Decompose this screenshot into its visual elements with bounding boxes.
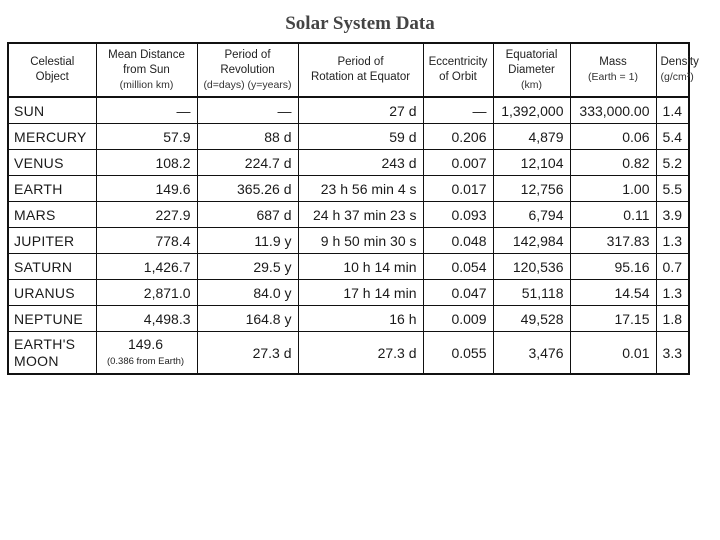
header-unit: (g/cm³) <box>660 71 694 83</box>
cell-rotation: 23 h 56 min 4 s <box>298 176 423 202</box>
cell-rotation: 27.3 d <box>298 332 423 375</box>
cell-mass: 14.54 <box>570 280 656 306</box>
cell-diameter: 12,756 <box>493 176 570 202</box>
header-line: Mean Distance <box>108 48 185 61</box>
moon-name-line: MOON <box>14 352 59 369</box>
cell-eccentricity: 0.206 <box>423 124 493 150</box>
cell-rotation: 59 d <box>298 124 423 150</box>
cell-name <box>8 332 96 375</box>
cell-distance: 2,871.0 <box>96 280 197 306</box>
moon-distance-value: 149.6 <box>127 335 164 352</box>
header-unit: (d=days) (y=years) <box>203 78 292 91</box>
cell-mass: 333,000.00 <box>570 97 656 124</box>
cell-name: MERCURY <box>8 124 96 150</box>
cell-distance: 149.6 <box>96 176 197 202</box>
table-row <box>8 280 689 306</box>
header-line: Equatorial <box>505 48 558 61</box>
cell-distance: 227.9 <box>96 202 197 228</box>
cell-rotation: 9 h 50 min 30 s <box>298 228 423 254</box>
cell-density: 5.2 <box>656 150 689 176</box>
cell-diameter: 1,392,000 <box>493 97 570 124</box>
cell-name: MARS <box>8 202 96 228</box>
solar-system-table <box>7 42 699 375</box>
cell-diameter: 51,118 <box>493 280 570 306</box>
cell-density: 3.9 <box>656 202 689 228</box>
table-row <box>8 306 689 332</box>
table-row <box>8 97 689 124</box>
cell-density: 1.8 <box>656 306 689 332</box>
cell-revolution: 29.5 y <box>197 254 298 280</box>
header-line: Celestial <box>30 56 75 68</box>
cell-density: 1.3 <box>656 228 689 254</box>
cell-eccentricity: 0.047 <box>423 280 493 306</box>
cell-distance: 108.2 <box>96 150 197 176</box>
cell-mass: 1.00 <box>570 176 656 202</box>
cell-revolution: 88 d <box>197 124 298 150</box>
cell-name: URANUS <box>8 280 96 306</box>
cell-distance <box>96 332 197 375</box>
cell-name: SATURN <box>8 254 96 280</box>
cell-density: 1.3 <box>656 280 689 306</box>
cell-diameter: 3,476 <box>493 332 570 375</box>
header-line: Eccentricity <box>428 56 488 68</box>
cell-revolution: 687 d <box>197 202 298 228</box>
header-mass <box>570 43 656 97</box>
cell-distance: 1,426.7 <box>96 254 197 280</box>
cell-revolution: 11.9 y <box>197 228 298 254</box>
cell-eccentricity: 0.054 <box>423 254 493 280</box>
header-eccentricity <box>423 43 493 97</box>
header-mean-distance <box>96 43 197 97</box>
cell-eccentricity: 0.093 <box>423 202 493 228</box>
cell-density: 5.5 <box>656 176 689 202</box>
cell-name: SUN <box>8 97 96 124</box>
cell-diameter: 142,984 <box>493 228 570 254</box>
cell-eccentricity: 0.017 <box>423 176 493 202</box>
cell-distance: 778.4 <box>96 228 197 254</box>
cell-revolution: 27.3 d <box>197 332 298 375</box>
cell-diameter: 120,536 <box>493 254 570 280</box>
table-row <box>8 202 689 228</box>
cell-revolution: 164.8 y <box>197 306 298 332</box>
cell-eccentricity: 0.009 <box>423 306 493 332</box>
cell-name: EARTH <box>8 176 96 202</box>
cell-density: 3.3 <box>656 332 689 375</box>
cell-distance: — <box>96 97 197 124</box>
cell-mass: 17.15 <box>570 306 656 332</box>
header-period-revolution <box>197 43 298 97</box>
cell-mass: 0.11 <box>570 202 656 228</box>
table-row <box>8 176 689 202</box>
cell-density: 5.4 <box>656 124 689 150</box>
cell-diameter: 12,104 <box>493 150 570 176</box>
table-body <box>8 97 689 374</box>
cell-distance: 57.9 <box>96 124 197 150</box>
moon-distance-note: (0.386 from Earth) <box>106 355 185 367</box>
header-line: Object <box>35 71 69 83</box>
cell-density: 0.7 <box>656 254 689 280</box>
cell-revolution: 224.7 d <box>197 150 298 176</box>
cell-name: NEPTUNE <box>8 306 96 332</box>
cell-rotation: 243 d <box>298 150 423 176</box>
cell-mass: 95.16 <box>570 254 656 280</box>
table-row <box>8 124 689 150</box>
header-line: from Sun <box>123 63 170 76</box>
header-period-rotation <box>298 43 423 97</box>
header-line: Rotation at Equator <box>310 71 411 83</box>
cell-rotation: 16 h <box>298 306 423 332</box>
table-row-moon <box>8 332 689 375</box>
cell-mass: 0.01 <box>570 332 656 375</box>
header-unit: (km) <box>521 78 542 91</box>
cell-eccentricity: 0.055 <box>423 332 493 375</box>
header-line: of Orbit <box>439 71 477 83</box>
moon-name-line: EARTH'S <box>14 335 76 352</box>
cell-eccentricity: 0.048 <box>423 228 493 254</box>
cell-distance: 4,498.3 <box>96 306 197 332</box>
table-row <box>8 254 689 280</box>
solar-system-table-container <box>7 42 699 375</box>
cell-revolution: — <box>197 97 298 124</box>
header-unit: (Earth = 1) <box>588 71 638 83</box>
cell-density: 1.4 <box>656 97 689 124</box>
cell-rotation: 10 h 14 min <box>298 254 423 280</box>
header-line: Diameter <box>508 63 555 76</box>
cell-rotation: 24 h 37 min 23 s <box>298 202 423 228</box>
header-line: Revolution <box>220 63 275 76</box>
cell-mass: 317.83 <box>570 228 656 254</box>
header-density <box>656 43 699 97</box>
cell-diameter: 6,794 <box>493 202 570 228</box>
cell-name: VENUS <box>8 150 96 176</box>
cell-mass: 0.82 <box>570 150 656 176</box>
header-unit: (million km) <box>119 78 174 91</box>
header-line: Mass <box>599 56 627 68</box>
cell-rotation: 17 h 14 min <box>298 280 423 306</box>
cell-revolution: 365.26 d <box>197 176 298 202</box>
table-row <box>8 228 689 254</box>
cell-name: JUPITER <box>8 228 96 254</box>
cell-rotation: 27 d <box>298 97 423 124</box>
page-title: Solar System Data <box>285 13 435 34</box>
cell-eccentricity: — <box>423 97 493 124</box>
header-equatorial-diameter <box>493 43 570 97</box>
table-row <box>8 150 689 176</box>
header-line: Density <box>660 56 699 68</box>
header-celestial-object <box>8 43 96 97</box>
cell-diameter: 49,528 <box>493 306 570 332</box>
header-line: Period of <box>337 56 384 68</box>
cell-diameter: 4,879 <box>493 124 570 150</box>
cell-eccentricity: 0.007 <box>423 150 493 176</box>
cell-revolution: 84.0 y <box>197 280 298 306</box>
cell-mass: 0.06 <box>570 124 656 150</box>
header-line: Period of <box>224 48 271 61</box>
header-row <box>8 43 689 97</box>
